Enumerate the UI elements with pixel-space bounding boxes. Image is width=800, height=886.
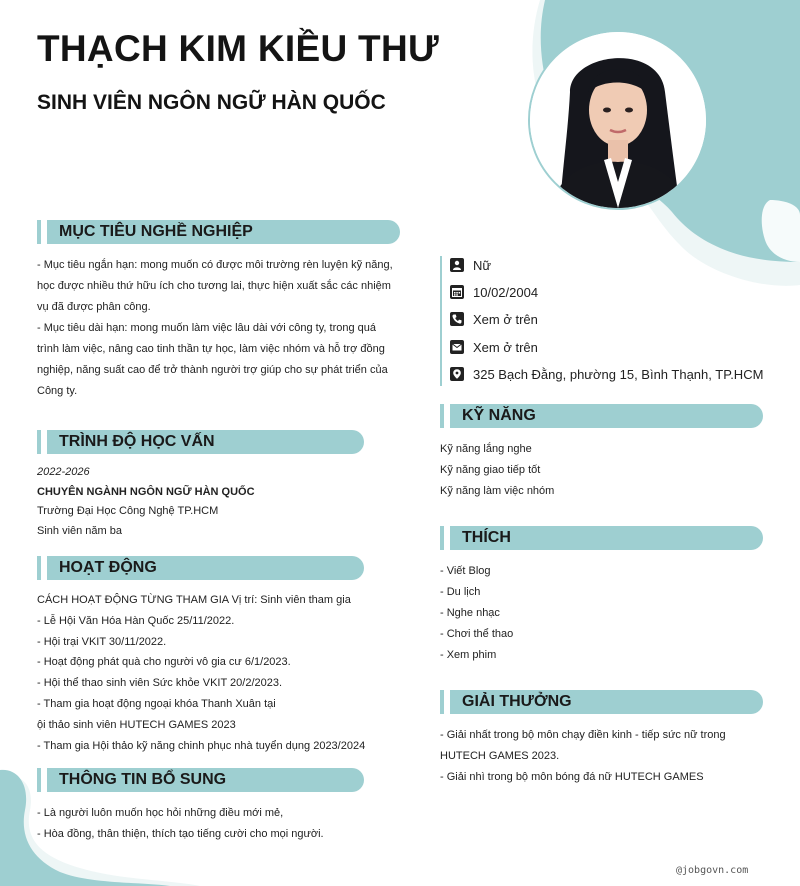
section-heading-awards <box>440 690 763 714</box>
education-year: 2022-2026 <box>37 466 90 478</box>
section-heading-activities <box>37 556 364 580</box>
contact-phone: Xem ở trên <box>473 312 538 327</box>
education-status: Sinh viên năm ba <box>37 524 122 537</box>
award-line: - Giải nhì trong bộ môn bóng đá nữ HUTECH GAMES <box>440 771 704 783</box>
hobby-line: - Du lịch <box>440 586 481 598</box>
section-heading-hobbies <box>440 526 763 550</box>
activity-line: - Tham gia Hội thảo kỹ năng chinh phục nhà tuyển dụng 2023/2024 <box>37 739 366 752</box>
objective-line: - Mục tiêu dài hạn: mong muốn làm việc lâu dài với công ty, trong quá <box>37 322 377 334</box>
hobbies-text <box>440 561 513 666</box>
section-heading-label: MỤC TIÊU NGHỀ NGHIỆP <box>59 223 253 240</box>
section-heading-label: KỸ NĂNG <box>462 407 536 424</box>
phone-icon <box>450 312 464 326</box>
activity-line: - Tham gia hoạt động ngoại khóa Thanh Xuân tại <box>37 697 276 710</box>
contact-gender: Nữ <box>473 258 492 273</box>
activities-text <box>37 590 365 756</box>
hobby-line: - Xem phim <box>440 649 497 661</box>
contact-email: Xem ở trên <box>473 340 538 355</box>
extra-info-line: - Là người luôn muốn học hỏi những điều mới mẻ, <box>37 807 284 819</box>
user-icon <box>450 258 464 272</box>
hobby-line: - Nghe nhạc <box>440 607 500 619</box>
education-text <box>37 463 255 541</box>
section-heading-extra-info <box>37 768 364 792</box>
profile-photo <box>528 30 708 210</box>
objective-line: nghiệp, năng suất cao để trở thành người trợ giúp cho sự phát triển của <box>37 364 388 376</box>
contact-birthday: 10/02/2004 <box>473 285 539 300</box>
mail-icon <box>450 340 464 354</box>
objective-line: học được nhiều thứ hữu ích cho tương lai, thực hiện xuất sắc các nhiệm <box>37 280 391 292</box>
contact-divider <box>440 256 442 386</box>
activity-line: - Lễ Hội Văn Hóa Hàn Quốc 25/11/2022. <box>37 614 235 627</box>
award-line: - Giải nhất trong bộ môn chạy điền kinh - tiếp sức nữ trong <box>440 729 726 741</box>
section-heading-label: GIẢI THƯỞNG <box>462 693 572 710</box>
activity-line: - Hội thể thao sinh viên Sức khỏe VKIT 20/2/2023. <box>37 677 283 690</box>
section-heading-label: HOẠT ĐỘNG <box>59 559 157 576</box>
activity-line: - Hội trại VKIT 30/11/2022. <box>37 635 167 648</box>
award-line: HUTECH GAMES 2023. <box>440 750 560 762</box>
extra-info-line: - Hòa đồng, thân thiện, thích tạo tiếng cười cho mọi người. <box>37 828 324 840</box>
activity-line: ội thảo sinh viên HUTECH GAMES 2023 <box>37 718 236 731</box>
education-school: Trường Đại Học Công Nghệ TP.HCM <box>37 505 219 517</box>
objective-line: - Mục tiêu ngắn hạn: mong muốn có được môi trường rèn luyện kỹ năng, <box>37 259 393 271</box>
skill-line: Kỹ năng giao tiếp tốt <box>440 464 541 476</box>
section-heading-label: TRÌNH ĐỘ HỌC VẤN <box>59 433 215 450</box>
section-heading-label: THÔNG TIN BỔ SUNG <box>59 771 227 788</box>
candidate-title: SINH VIÊN NGÔN NGỮ HÀN QUỐC <box>37 91 386 114</box>
section-heading-education <box>37 430 364 454</box>
watermark: @jobgovn.com <box>676 865 749 876</box>
extra-info-text <box>37 803 324 845</box>
objective-line: vụ đã được phân công. <box>37 301 151 313</box>
section-heading-skills <box>440 404 763 428</box>
section-heading-objective <box>37 220 400 244</box>
skill-line: Kỹ năng làm việc nhóm <box>440 485 555 497</box>
hobby-line: - Chơi thể thao <box>440 628 514 640</box>
awards-text <box>440 725 726 788</box>
education-major: CHUYÊN NGÀNH NGÔN NGỮ HÀN QUỐC <box>37 485 255 498</box>
skills-text <box>440 439 554 502</box>
objective-line: trình làm việc, nâng cao tinh thần tự học, làm việc nhóm và hỗ trợ đồng <box>37 343 385 355</box>
hobby-line: - Viết Blog <box>440 565 491 577</box>
skill-line: Kỹ năng lắng nghe <box>440 443 532 455</box>
contact-address: 325 Bạch Đằng, phường 15, Bình Thạnh, TP.HCM <box>473 367 764 382</box>
location-pin-icon <box>450 367 464 381</box>
objective-text <box>37 255 393 402</box>
section-heading-label: THÍCH <box>462 529 511 546</box>
portrait-illustration <box>530 32 706 208</box>
candidate-name: THẠCH KIM KIỀU THƯ <box>37 28 439 69</box>
objective-line: Công ty. <box>37 385 78 397</box>
activity-line: CÁCH HOẠT ĐỘNG TỪNG THAM GIA Vị trí: Sinh viên tham gia <box>37 594 351 606</box>
activity-line: - Hoạt động phát quà cho người vô gia cư 6/1/2023. <box>37 656 291 669</box>
calendar-icon <box>450 285 464 299</box>
